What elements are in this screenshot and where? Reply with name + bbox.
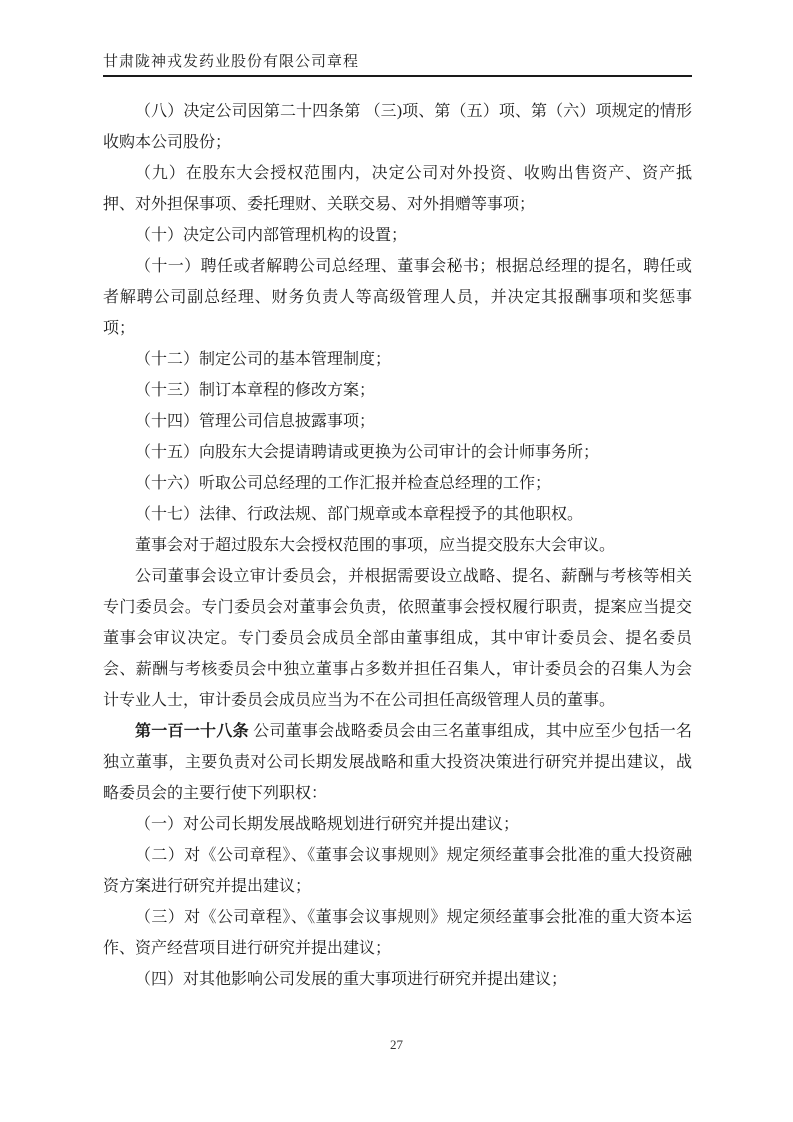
- paragraph-5: （十二）制定公司的基本管理制度；: [135, 351, 392, 368]
- paragraph-14: （一）对公司长期发展战略规划进行研究并提出建议；: [135, 816, 520, 833]
- paragraph-4: （十一）聘任或者解聘公司总经理、董事会秘书；根据总经理的提名，聘任或者解聘公司副总经理、财务负责人等高级管理人员，并决定其报酬事项和奖惩事项；: [103, 258, 692, 337]
- document-body: [103, 96, 692, 995]
- paragraph-8: （十五）向股东大会提请聘请或更换为公司审计的会计师事务所；: [135, 444, 600, 461]
- paragraph-10: （十七）法律、行政法规、部门规章或本章程授予的其他职权。: [135, 506, 584, 523]
- paragraph-17: （四）对其他影响公司发展的重大事项进行研究并提出建议；: [135, 971, 568, 988]
- page-footer: [0, 1036, 793, 1054]
- paragraph-16: （三）对《公司章程》、《董事会议事规则》规定须经董事会批准的重大资本运作、资产经营项目进行研究并提出建议；: [103, 909, 692, 957]
- paragraph-12: 公司董事会设立审计委员会，并根据需要设立战略、提名、薪酬与考核等相关专门委员会。专门委员会对董事会负责，依照董事会授权履行职责，提案应当提交董事会审议决定。专门委员会成员全部由董事组成，其中审计委员会、提名委员会、薪酬与考核委员会中独立董事占多数并担任召集人，审计委员会的召集人为会计专业人士，审计委员会成员应当为不在公司担任高级管理人员的董事。: [103, 568, 692, 709]
- paragraph-13: 第一百一十八条 公司董事会战略委员会由三名董事组成，其中应至少包括一名独立董事，主要负责对公司长期发展战略和重大投资决策进行研究并提出建议，战略委员会的主要行使下列职权：: [103, 723, 692, 802]
- page-number: 27: [390, 1037, 403, 1052]
- paragraph-3: （十）决定公司内部管理机构的设置；: [135, 227, 408, 244]
- page-header: [103, 50, 692, 77]
- paragraph-6: （十三）制订本章程的修改方案；: [135, 382, 376, 399]
- paragraph-9: （十六）听取公司总经理的工作汇报并检查总经理的工作；: [135, 475, 552, 492]
- paragraph-7: （十四）管理公司信息披露事项；: [135, 413, 376, 430]
- paragraph-2: （九）在股东大会授权范围内，决定公司对外投资、收购出售资产、资产抵押、对外担保事项、委托理财、关联交易、对外捐赠等事项；: [103, 165, 692, 213]
- paragraph-1: （八）决定公司因第二十四条第 （三)项、第（五）项、第（六）项规定的情形收购本公司股份；: [103, 103, 692, 151]
- paragraph-11: 董事会对于超过股东大会授权范围的事项，应当提交股东大会审议。: [135, 537, 616, 554]
- header-title: 甘肃陇神戎发药业股份有限公司章程: [103, 54, 360, 70]
- paragraph-15: （二）对《公司章程》、《董事会议事规则》规定须经董事会批准的重大投资融资方案进行研究并提出建议；: [103, 847, 692, 895]
- article-number: 第一百一十八条: [135, 723, 249, 740]
